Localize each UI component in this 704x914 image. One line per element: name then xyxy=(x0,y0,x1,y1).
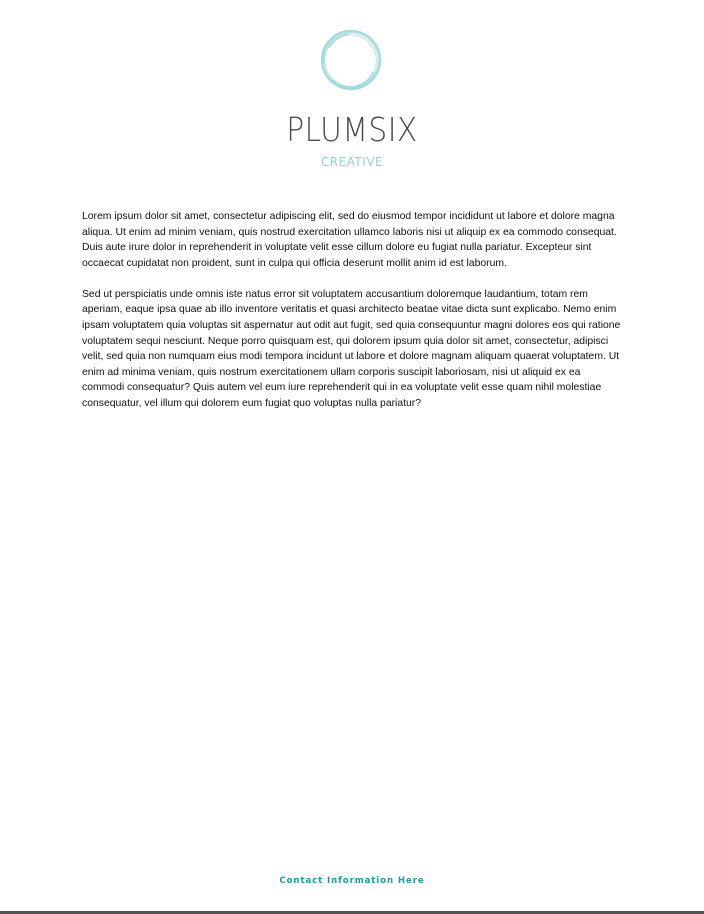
watercolor-circle-icon xyxy=(319,28,383,92)
body-paragraph: Lorem ipsum dolor sit amet, consectetur adipiscing elit, sed do eiusmod tempor incididunt ut labore et dolore magna aliqua. Ut enim ad minim veniam, quis nostrud exercitation ullamco laboris nisi ut aliquip ex ea commodo consequat. Duis aute irure dolor in reprehenderit in voluptate velit esse cillum dolore eu fugiat nulla pariatur. Excepteur sint occaecat cupidatat non proident, sunt in culpa qui officia deserunt mollit anim id est laborum. xyxy=(82,211,617,269)
brand-tagline: CREATIVE xyxy=(320,155,384,169)
brand-name: PLUMSIX xyxy=(286,110,418,149)
body-paragraph: Sed ut perspiciatis unde omnis iste natus error sit voluptatem accusantium doloremque laudantium, totam rem aperiam, eaque ipsa quae ab illo inventore veritatis et quasi architecto beatae vitae dicta sunt explicabo. Nemo enim ipsam voluptatem quia voluptas sit aspernatur aut odit aut fugit, sed quia consequuntur magni dolores eos qui ratione voluptatem sequi nesciunt. Neque porro quisquam est, qui dolorem ipsum quia dolor sit amet, consectetur, adipisci velit, sed quia non numquam eius modi tempora incidunt ut labore et dolore magnam aliquam quaerat voluptatem. Ut enim ad minima veniam, quis nostrum exercitationem ullam corporis suscipit laboriosam, nisi ut aliquid ex ea commodi consequatur? Quis autem vel eum iure reprehenderit qui in ea voluptate velit esse quam nihil molestiae consequatur, vel illum qui dolorem eum fugiat quo voluptas nulla pariatur? xyxy=(82,288,621,410)
brand-logo xyxy=(270,24,434,169)
letter-body xyxy=(82,209,622,427)
footer-contact-info: Contact Information Here xyxy=(279,876,425,886)
